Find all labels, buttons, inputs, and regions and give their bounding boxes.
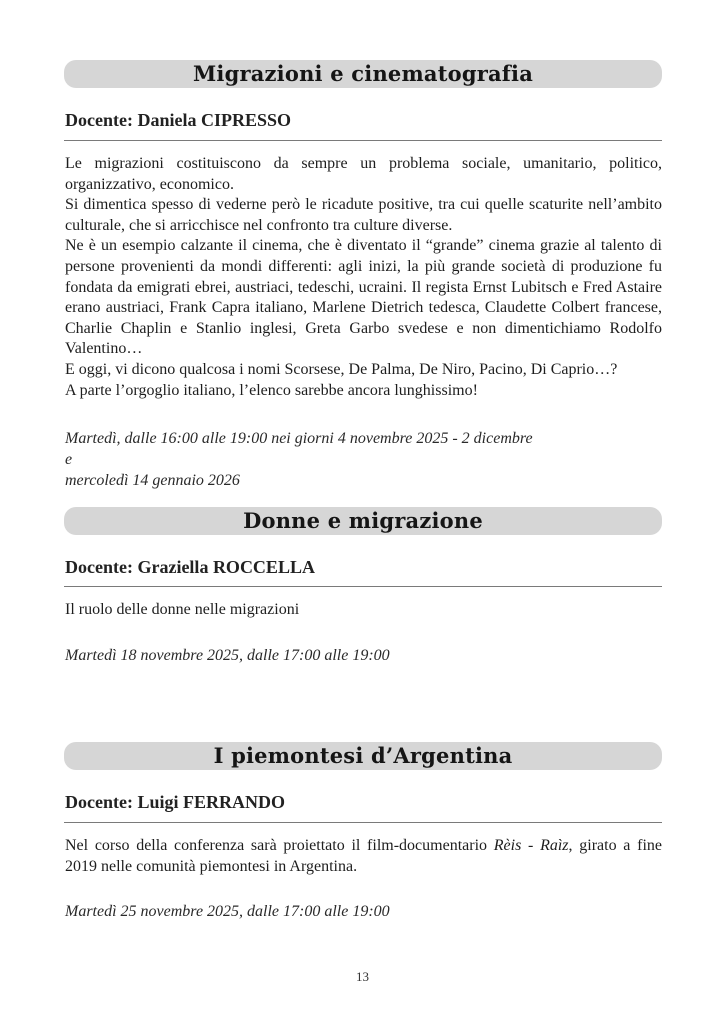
section-title-migrazioni-cinematografia: Migrazioni e cinematografia	[64, 60, 662, 88]
paragraph: Il ruolo delle donne nelle migrazioni	[65, 601, 300, 618]
docente-label: Docente: Graziella ROCCELLA	[65, 557, 315, 577]
schedule-line: e	[65, 451, 73, 468]
schedule-line: Martedì 25 novembre 2025, dalle 17:00 alle 19:00	[65, 903, 390, 920]
section-description	[65, 600, 662, 621]
paragraph: A parte l’orgoglio italiano, l’elenco sarebbe ancora lunghissimo!	[65, 381, 478, 399]
paragraph: Le migrazioni costituiscono da sempre un problema sociale, umanitario, politico, organizzativo, economico.	[65, 155, 662, 193]
schedule-line: mercoledì 14 gennaio 2026	[65, 472, 240, 489]
schedule	[65, 901, 390, 922]
section-title-piemontesi-argentina: I piemontesi d’Argentina	[64, 742, 662, 770]
schedule-line: Martedì 18 novembre 2025, dalle 17:00 alle 19:00	[65, 647, 390, 664]
page-number: 13	[356, 969, 369, 984]
section-description	[65, 836, 662, 877]
section-description	[65, 154, 662, 401]
paragraph: E oggi, vi dicono qualcosa i nomi Scorsese, De Palma, De Niro, Pacino, Di Caprio…?	[65, 360, 618, 378]
film-title: Rèis - Raìz	[493, 837, 569, 854]
schedule	[65, 645, 390, 666]
schedule	[65, 428, 533, 491]
divider-rule	[64, 586, 662, 587]
divider-rule	[64, 822, 662, 823]
paragraph: Ne è un esempio calzante il cinema, che è diventato il “grande” cinema grazie al talento di persone provenienti da mondi differenti: agli inizi, la più grande società di produzione fu fondata da emigrati ebrei, austriaci, tedeschi, ucraini. Il regista Ernst Lubitsch e Fred Astaire erano austriaci, Frank Capra italiano, Marlene Dietrich tedesca, Claudette Colbert francese, Charlie Chaplin e Stanlio inglesi, Greta Garbo svedese e non dimentichiamo Rodolfo Valentino…	[65, 237, 662, 358]
docente-label: Docente: Luigi FERRANDO	[65, 792, 285, 812]
section-title-donne-migrazione: Donne e migrazione	[64, 507, 662, 535]
paragraph: Si dimentica spesso di vederne però le ricadute positive, tra cui quelle scaturite nell’ambito culturale, che si arricchisce nel confronto tra culture diverse.	[65, 196, 662, 234]
paragraph-text: Nel corso della conferenza sarà proiettato il film-documentario	[65, 837, 494, 854]
docente-label: Docente: Daniela CIPRESSO	[65, 110, 291, 130]
paragraph-text: , girato a fine 2019 nelle comunità piemontesi in Argentina.	[65, 837, 663, 875]
paragraph	[65, 836, 662, 877]
divider-rule	[64, 140, 662, 141]
schedule-line: Martedì, dalle 16:00 alle 19:00 nei giorni 4 novembre 2025 - 2 dicembre	[65, 430, 533, 447]
